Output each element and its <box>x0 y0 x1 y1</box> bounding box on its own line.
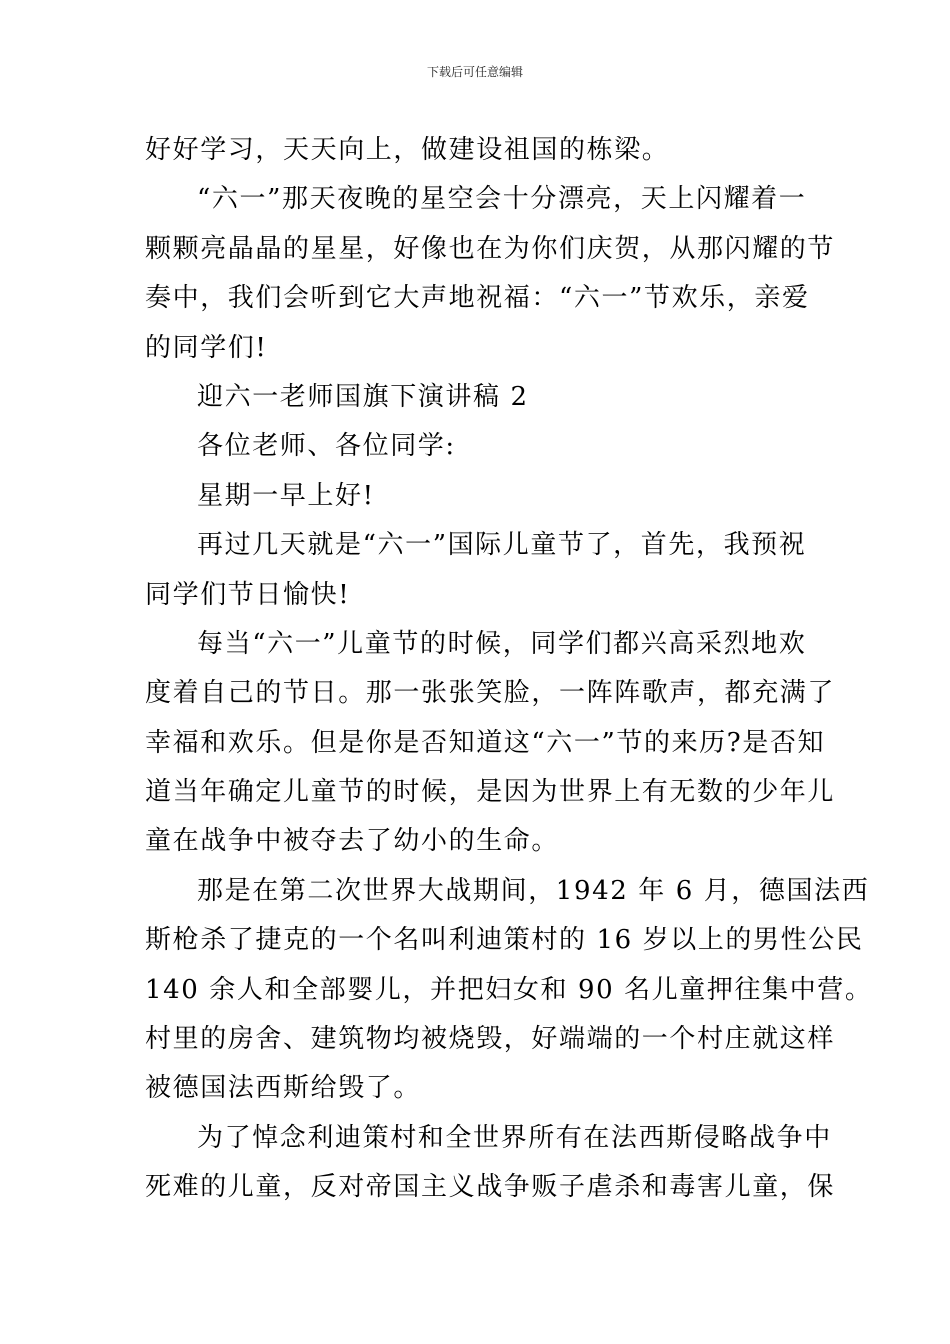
salutation: 各位老师、各位同学: <box>197 431 456 462</box>
document-body <box>145 126 873 1213</box>
greeting: 星期一早上好! <box>197 480 375 511</box>
text-line: 每当“六一”儿童节的时候，同学们都兴高采烈地欢 <box>197 628 807 659</box>
text-line: 为了悼念利迪策村和全世界所有在法西斯侵略战争中 <box>197 1122 832 1153</box>
text-line: 度着自己的节日。那一张张笑脸，一阵阵歌声，都充满了 <box>145 678 836 709</box>
text-line: 道当年确定儿童节的时候，是因为世界上有无数的少年儿 <box>145 777 836 808</box>
text-line: 村里的房舍、建筑物均被烧毁，好端端的一个村庄就这样 <box>145 1024 836 1055</box>
text-line: 死难的儿童，反对帝国主义战争贩子虐杀和毒害儿童，保 <box>145 1172 836 1203</box>
text-line: 斯枪杀了捷克的一个名叫利迪策村的 16 岁以上的男性公民 <box>145 925 864 956</box>
text-line: 140 余人和全部婴儿，并把妇女和 90 名儿童押往集中营。 <box>145 974 873 1005</box>
text-line: 的同学们! <box>145 332 268 363</box>
text-line: “六一”那天夜晚的星空会十分漂亮，天上闪耀着一 <box>197 184 807 215</box>
text-line: 那是在第二次世界大战期间，1942 年 6 月，德国法西 <box>197 875 870 906</box>
text-line: 同学们节日愉快! <box>145 579 351 610</box>
text-line: 奏中，我们会听到它大声地祝福：“六一”节欢乐，亲爱 <box>145 283 810 314</box>
section-title: 迎六一老师国旗下演讲稿 2 <box>197 381 529 412</box>
text-line: 颗颗亮晶晶的星星，好像也在为你们庆贺，从那闪耀的节 <box>145 233 836 264</box>
text-line: 好好学习，天天向上，做建设祖国的栋梁。 <box>145 135 670 165</box>
text-line: 童在战争中被夺去了幼小的生命。 <box>145 826 560 857</box>
text-line: 幸福和欢乐。但是你是否知道这“六一”节的来历?是否知 <box>145 727 826 758</box>
text-line: 再过几天就是“六一”国际儿童节了，首先，我预祝 <box>197 530 807 561</box>
text-line: 被德国法西斯给毁了。 <box>145 1073 422 1104</box>
page-header: 下载后可任意编辑 <box>426 65 523 79</box>
